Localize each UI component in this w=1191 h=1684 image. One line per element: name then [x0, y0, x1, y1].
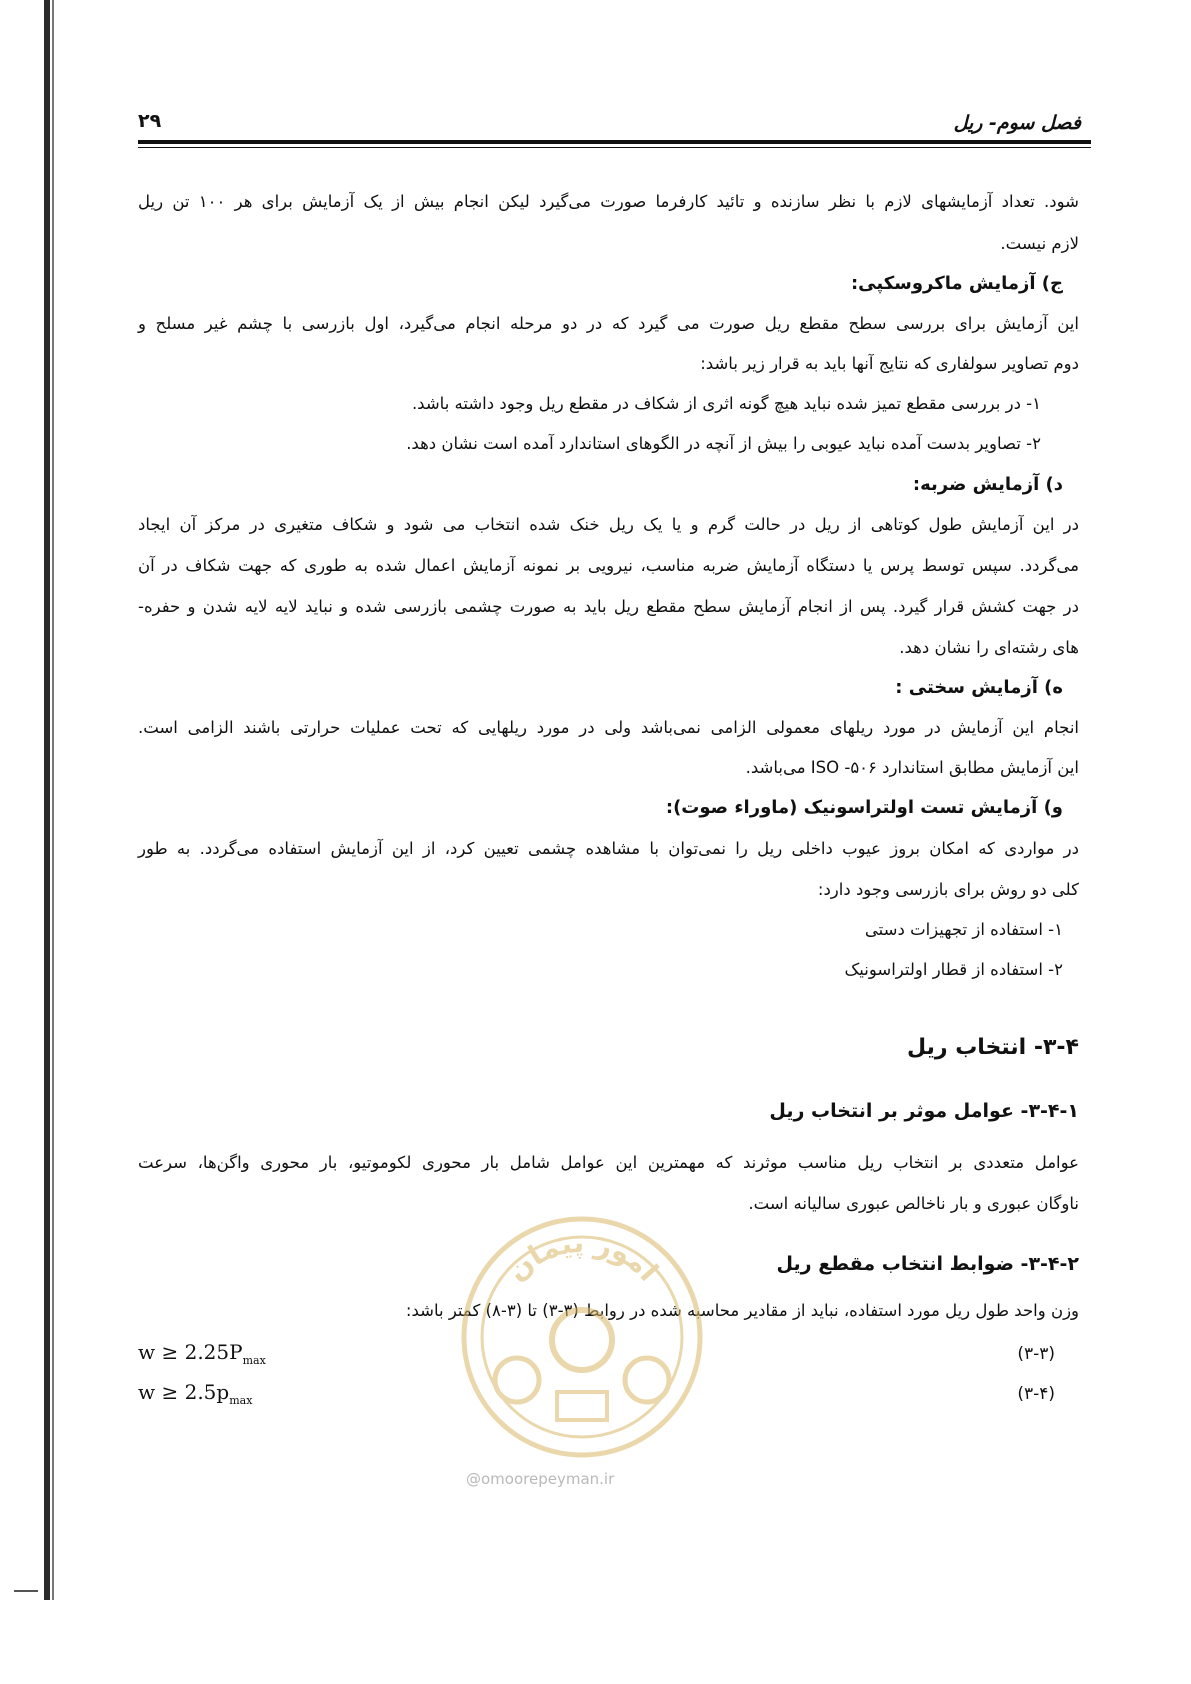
equation-number: (۳-۳): [1017, 1344, 1055, 1364]
page-number: ۲۹: [138, 110, 162, 132]
list-item: ۲- تصاویر بدست آمده نباید عیوبی را بیش از آنچه در الگوهای استاندارد آمده است نشان دهد.: [406, 434, 1041, 453]
scan-binding-edge: [44, 0, 50, 1600]
body-line: در مواردی که امکان بروز عیوب داخلی ریل را نمی‌توان با مشاهده چشمی تعیین کرد، از این آزمایش استفاده می‌گردد. به طور: [138, 839, 1079, 858]
list-item: ۲- استفاده از قطار اولتراسونیک: [844, 960, 1063, 979]
subsection-heading-hardness: ه) آزمایش سختی :: [895, 677, 1063, 698]
body-line: کلی دو روش برای بازرسی وجود دارد:: [817, 880, 1079, 899]
body-line: دوم تصاویر سولفاری که نتایج آنها باید به قرار زیر باشد:: [700, 354, 1079, 373]
body-line: لازم نیست.: [1000, 234, 1079, 253]
stamp-text: امور پیمان: [500, 1225, 665, 1288]
section-heading-rail-selection: ۳-۴- انتخاب ریل: [906, 1035, 1079, 1060]
subsection-heading-macro: ج) آزمایش ماکروسکپی:: [850, 273, 1063, 294]
section-heading-section-criteria: ۳-۴-۲- ضوابط انتخاب مقطع ریل: [776, 1253, 1079, 1275]
body-line: عوامل متعددی بر انتخاب ریل مناسب موثرند که مهمترین این عوامل شامل بار محوری لکوموتیو، بار محوری واگن‌ها، سرعت: [138, 1153, 1079, 1172]
equation-number: (۳-۴): [1017, 1384, 1055, 1404]
body-line: شود. تعداد آزمایشهای لازم با نظر سازنده و تائید کارفرما صورت می‌گیرد لیکن انجام بیش از یک آزمایش برای هر ۱۰۰ تن ریل: [138, 192, 1079, 211]
body-line: وزن واحد طول ریل مورد استفاده، نباید از مقادیر محاسبه شده در روابط (۳-۳) تا (۳-۸) کمتر باشد:: [405, 1301, 1079, 1320]
body-line: در جهت کشش قرار گیرد. پس از انجام آزمایش سطح مقطع ریل باید به صورت چشمی بازرسی شده و نباید لایه لایه شدن و حفره-: [138, 597, 1079, 616]
body-line: می‌گردد. سپس توسط پرس یا دستگاه آزمایش ضربه مناسب، نیرویی بر نمونه آزمایش اعمال شده به طوری که جهت شکاف در آن: [138, 556, 1079, 575]
corner-mark: [14, 1590, 38, 1592]
header-rule-thin: [138, 147, 1091, 148]
body-line: این آزمایش برای بررسی سطح مقطع ریل صورت می گیرد که در دو مرحله انجام می‌گیرد، اول بازرسی با چشم غیر مسلح و: [138, 314, 1079, 333]
watermark-url: @omoorepeyman.ir: [466, 1470, 615, 1488]
list-item: ۱- در بررسی مقطع تمیز شده نباید هیچ گونه اثری از شکاف در مقطع ریل وجود داشته باشد.: [411, 394, 1041, 413]
body-line: این آزمایش مطابق استاندارد ۵۰۶- ISO می‌باشد.: [745, 758, 1079, 777]
scan-binding-shadow: [52, 0, 54, 1600]
body-line: ناوگان عبوری و بار ناخالص عبوری سالیانه است.: [748, 1194, 1079, 1213]
chapter-title: فصل سوم- ریل: [953, 112, 1081, 134]
body-line: انجام این آزمایش در مورد ریلهای معمولی الزامی نمی‌باشد ولی در مورد ریلهایی که تحت عملیات حرارتی باشند الزامی است.: [138, 718, 1079, 737]
header-rule-thick: [138, 140, 1091, 144]
list-item: ۱- استفاده از تجهیزات دستی: [864, 920, 1063, 939]
equation-3-4: $w \ge 2.5p_{max}$: [138, 1380, 253, 1407]
watermark-stamp: [457, 1212, 707, 1462]
subsection-heading-impact: د) آزمایش ضربه:: [912, 474, 1063, 495]
body-line: های رشته‌ای را نشان دهد.: [899, 638, 1079, 657]
section-heading-selection-factors: ۳-۴-۱- عوامل موثر بر انتخاب ریل: [769, 1100, 1079, 1122]
equation-3-3: $w \ge 2.25P_{max}$: [138, 1340, 266, 1367]
body-line: در این آزمایش طول کوتاهی از ریل در حالت گرم و یا یک ریل خنک شده انتخاب می شود و شکاف متغیری در مرکز آن ایجاد: [138, 515, 1079, 534]
subsection-heading-ultrasonic: و) آزمایش تست اولتراسونیک (ماوراء صوت):: [665, 797, 1063, 818]
